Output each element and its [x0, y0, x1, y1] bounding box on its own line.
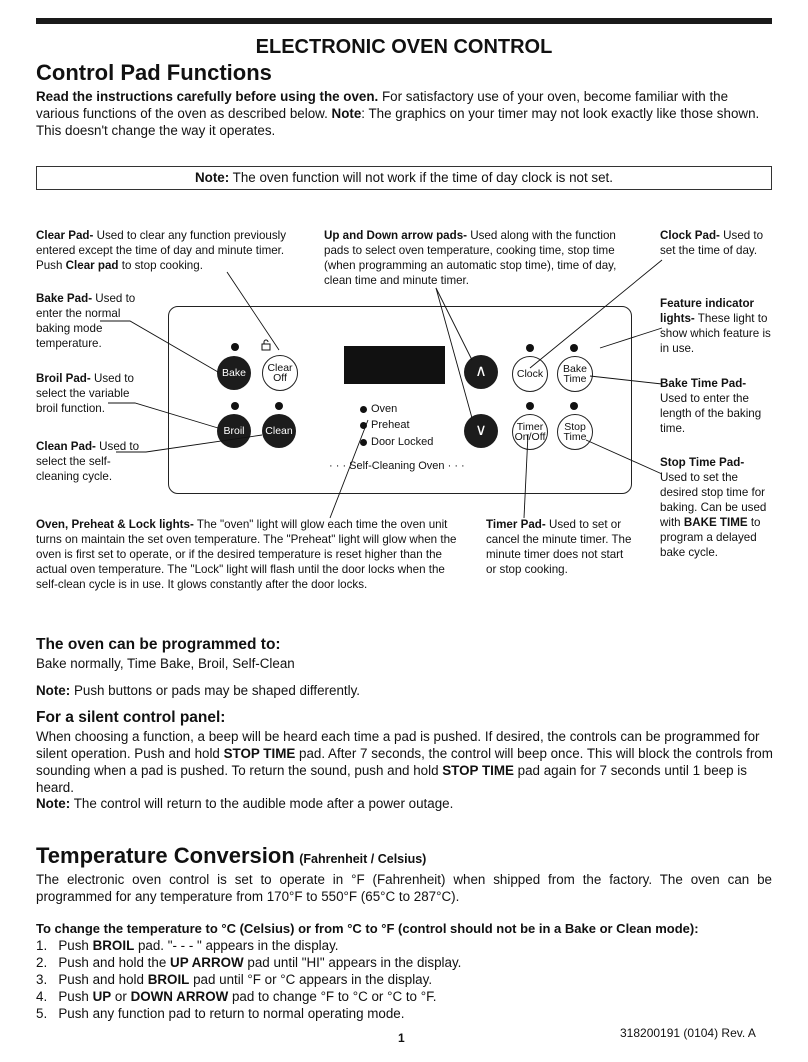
timer-on-off-button[interactable]: Timer On/Off: [512, 414, 548, 450]
leader-bake: [100, 321, 218, 372]
down-arrow-button[interactable]: ∨: [464, 414, 498, 448]
temperature-heading: Temperature Conversion (Fahrenheit / Celsius): [36, 843, 427, 868]
up-arrow-button[interactable]: ∧: [464, 355, 498, 389]
leader-clock: [530, 260, 662, 368]
oven-indicator: Oven: [360, 403, 397, 415]
control-pad-heading: Control Pad Functions: [36, 60, 272, 85]
clean-pad-callout: Clean Pad- Used to select the self-cleaning cycle.: [36, 440, 140, 483]
feature-lights-callout: Feature indicator lights- These light to show which feature is in use.: [660, 297, 771, 355]
leader-clear: [227, 272, 279, 350]
lock-lights-callout: Oven, Preheat & Lock lights- The "oven" light will glow each time the oven unit turns on maintain the set oven temperature. The "Preheat" light will glow when the oven is first set to operate, or if the desired temperature is reset higher than the actual oven temperature. The "Lock" light will flash until the door locks when the self-clean cycle is in use. It glows constantly after the door locks.: [36, 518, 457, 591]
leader-bake-time: [590, 376, 662, 384]
step-item: 5. Push any function pad to return to normal operating mode.: [36, 1006, 405, 1021]
silent-paragraph: When choosing a function, a beep will be heard each time a pad is pushed. If desired, the controls can be programmed for silent operation. Push and hold STOP TIME pad. After 7 seconds, the control will beep once. This will block the controls from sounding when a pad is pushed. To return the sound, push and hold STOP TIME pad again for 7 seconds until 1 beep is heard.: [36, 729, 773, 795]
broil-button[interactable]: Broil: [217, 414, 251, 448]
clear-off-button[interactable]: Clear Off: [262, 355, 298, 391]
step-item: 4. Push UP or DOWN ARROW pad to change °F to °C or °C to °F.: [36, 989, 437, 1004]
page-title: ELECTRONIC OVEN CONTROL: [255, 36, 553, 58]
leader-feature: [600, 328, 662, 348]
door-locked-indicator: Door Locked: [360, 436, 433, 448]
bake-button[interactable]: Bake: [217, 356, 251, 390]
clean-button[interactable]: Clean: [262, 414, 296, 448]
conversion-steps: [36, 937, 461, 1022]
step-item: 1. Push BROIL pad. "- - - " appears in the display.: [36, 938, 339, 953]
leader-stop-time: [586, 440, 662, 474]
timer-pad-callout: Timer Pad- Used to set or cancel the minute timer. The minute timer does not start or stop cooking.: [486, 518, 632, 576]
self-cleaning-oven-label: · · · Self-Cleaning Oven · · ·: [329, 460, 465, 472]
steps-heading: To change the temperature to °C (Celsius) or from °C to °F (control should not be in a Bake or Clean mode):: [36, 921, 699, 936]
arrow-pads-callout: Up and Down arrow pads- Used along with the function pads to select oven temperature, cooking time, stop time (when programming an automatic stop time), time of day, clean time and minute timer.: [324, 229, 617, 287]
clear-pad-callout: Clear Pad- Used to clear any function previously entered except the time of day and minute timer. Push Clear pad to stop cooking.: [36, 229, 287, 272]
programmed-heading: The oven can be programmed to:: [36, 636, 281, 653]
step-item: 2. Push and hold the UP ARROW pad until "HI" appears in the display.: [36, 955, 462, 970]
leader-clean: [116, 435, 262, 452]
bake-time-pad-callout: Bake Time Pad- Used to enter the length of the baking time.: [660, 377, 762, 435]
clock-pad-callout: Clock Pad- Used to set the time of day.: [660, 229, 764, 257]
bake-pad-callout: Bake Pad- Used to enter the normal baking mode temperature.: [36, 292, 136, 350]
intro-paragraph: Read the instructions carefully before using the oven. For satisfactory use of your oven, become familiar with the various functions of the oven as described below. Note: The graphics on your timer may not look exactly like those shown. This doesn't change the way it operates.: [36, 89, 760, 138]
clock-note-box: Note: The oven function will not work if the time of day clock is not set.: [36, 166, 772, 190]
stop-time-button[interactable]: Stop Time: [557, 414, 593, 450]
programmed-list: Bake normally, Time Bake, Broil, Self-Clean: [36, 656, 295, 671]
temperature-intro: The electronic oven control is set to operate in °F (Fahrenheit) when shipped from the factory. The oven can be programmed for any temperature from 170°F to 550°F (65°C to 287°C).: [36, 872, 772, 904]
page-number: 1: [398, 1031, 405, 1045]
document-code: 318200191 (0104) Rev. A: [620, 1026, 756, 1040]
leader-arrow-up: [436, 288, 472, 360]
leader-arrow-down: [436, 288, 472, 418]
silent-note: Note: The control will return to the audible mode after a power outage.: [36, 796, 454, 811]
programmed-note: Note: Push buttons or pads may be shaped differently.: [36, 683, 361, 698]
stop-time-pad-callout: Stop Time Pad- Used to set the desired stop time for baking. Can be used with BAKE TIME to program a delayed bake cycle.: [660, 456, 767, 559]
leader-broil: [108, 403, 218, 428]
bake-time-button[interactable]: Bake Time: [557, 356, 593, 392]
leader-timer: [524, 434, 528, 518]
leader-lock: [330, 420, 368, 518]
preheat-indicator: Preheat: [360, 419, 410, 431]
step-item: 3. Push and hold BROIL pad until °F or °C appears in the display.: [36, 972, 433, 987]
clock-button[interactable]: Clock: [512, 356, 548, 392]
silent-heading: For a silent control panel:: [36, 709, 226, 726]
broil-pad-callout: Broil Pad- Used to select the variable broil function.: [36, 372, 134, 415]
